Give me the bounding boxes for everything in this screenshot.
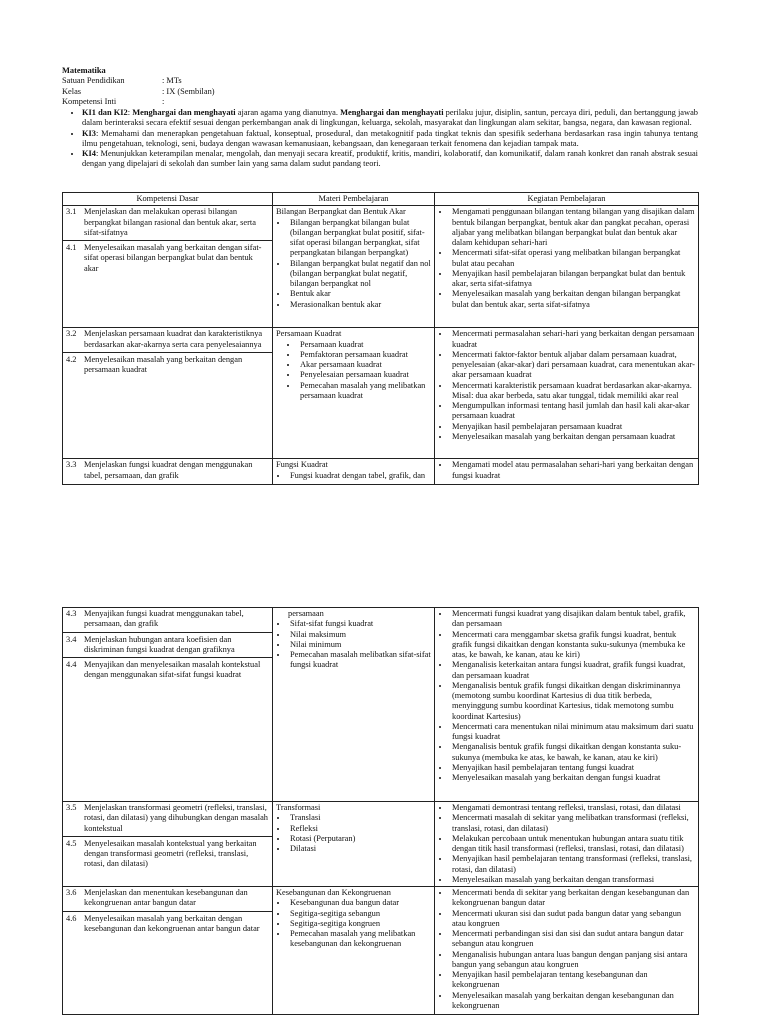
subject-title: Matematika bbox=[62, 66, 106, 75]
materi-cell bbox=[273, 328, 435, 459]
ki-text: ajaran agama yang dianutnya. bbox=[235, 108, 341, 117]
meta-value: : MTs bbox=[162, 76, 182, 86]
kegiatan-list bbox=[438, 460, 695, 481]
table-row bbox=[63, 459, 699, 485]
kegiatan-list bbox=[438, 329, 695, 442]
kegiatan-cell bbox=[435, 328, 699, 459]
materi-item: • Bilangan berpangkat bulat negatif dan nol (bilangan berpangkat bulat negatif, bilangan berpangkat nol bbox=[288, 259, 431, 290]
table-row bbox=[63, 802, 699, 887]
kd-item bbox=[66, 207, 269, 238]
materi-cell bbox=[273, 459, 435, 485]
materi-list bbox=[276, 813, 431, 854]
kd-text: Menyajikan dan menyelesaikan masalah kontekstual dengan menggunakan sifat-sifat fungsi kuadrat bbox=[84, 660, 261, 680]
kegiatan-item: • Menyelesaikan masalah yang berkaitan dengan bilangan berpangkat bulat dan bentuk akar, serta sifat-sifatnya bbox=[450, 289, 695, 310]
kegiatan-item: • Melakukan percobaan untuk menentukan hubungan antara suatu titik dengan titik hasil transformasi (refleksi, translasi, rotasi, dan dilatasi) bbox=[450, 834, 695, 855]
ki-text: Menunjukkan keterampilan menalar, mengolah, dan menyaji secara kreatif, produktif, kritis, mandiri, kolaboratif, dan komunikatif, dalam ranah konkret dan ranah abstrak sesuai dengan yang dipelajari di sekolah dan sumber lain yang sama dalam sudut pandang teori. bbox=[82, 149, 699, 169]
kd-number: 3.2 bbox=[66, 329, 77, 339]
meta-label: Satuan Pendidikan bbox=[62, 76, 125, 86]
materi-item: • Translasi bbox=[288, 813, 431, 823]
syllabus-table-page1 bbox=[62, 192, 699, 485]
kd-number: 3.6 bbox=[66, 888, 77, 897]
materi-item: • Merasionalkan bentuk akar bbox=[288, 300, 431, 310]
kd-item bbox=[66, 609, 269, 630]
kd-number: 4.5 bbox=[66, 838, 77, 848]
kompetensi-inti-list bbox=[62, 108, 698, 170]
kd-item bbox=[63, 352, 272, 376]
materi-item: • Akar persamaan kuadrat bbox=[298, 360, 431, 370]
kegiatan-list bbox=[438, 207, 695, 310]
ki-item bbox=[82, 129, 698, 150]
materi-cell bbox=[273, 802, 435, 887]
kompetensi-dasar-cell bbox=[63, 459, 273, 485]
kegiatan-list bbox=[438, 888, 695, 1011]
kegiatan-item: • Menyajikan hasil pembelajaran bilangan berpangkat bulat dan bentuk akar, serta sifat-sifatnya bbox=[450, 269, 695, 290]
kegiatan-cell bbox=[435, 459, 699, 485]
kegiatan-item: • Mencermati perbandingan sisi dan sisi dan sudut antara bangun datar sebangun atau kongruen bbox=[450, 929, 695, 950]
ki-lead: KI1 dan KI2 bbox=[82, 108, 128, 117]
kd-text: Menjelaskan dan melakukan operasi bilangan berpangkat bilangan rasional dan bentuk akar, serta sifat-sifatnya bbox=[84, 207, 256, 237]
kegiatan-item: • Mencermati faktor-faktor bentuk aljabar dalam persamaan kuadrat, penyelesaian (akar-akar) dari persamaan kuadrat, cara menentukan akar-akar persamaan kuadrat bbox=[450, 350, 695, 381]
ki-item bbox=[82, 108, 698, 129]
kegiatan-item: • Mencermati permasalahan sehari-hari yang berkaitan dengan persamaan kuadrat bbox=[450, 329, 695, 350]
ki-lead: KI3 bbox=[82, 128, 96, 138]
kegiatan-list bbox=[438, 609, 695, 783]
kd-number: 4.4 bbox=[66, 660, 77, 669]
materi-title: Kesebangunan dan Kekongruenan bbox=[276, 888, 391, 897]
kegiatan-item: • Menyelesaikan masalah yang berkaitan dengan transformasi bbox=[450, 875, 695, 885]
materi-title: Fungsi Kuadrat bbox=[276, 460, 328, 470]
materi-item: • Persamaan kuadrat bbox=[298, 340, 431, 350]
materi-item: • Dilatasi bbox=[288, 844, 431, 854]
kegiatan-item: • Mengumpulkan informasi tentang hasil jumlah dan hasil kali akar-akar persamaan kuadrat bbox=[450, 401, 695, 422]
kegiatan-item: • Mencermati masalah di sekitar yang melibatkan transformasi (refleksi, translasi, rotasi, dan dilatasi) bbox=[450, 813, 695, 834]
kd-item bbox=[63, 632, 272, 656]
kegiatan-item: • Mencermati fungsi kuadrat yang disajikan dalam bentuk tabel, grafik, dan persamaan bbox=[450, 609, 695, 630]
materi-list bbox=[276, 471, 431, 481]
column-header: Kegiatan Pembelajaran bbox=[435, 193, 699, 206]
kd-number: 3.3 bbox=[66, 460, 77, 470]
kd-number: 4.2 bbox=[66, 354, 77, 364]
kd-text: Menyajikan fungsi kuadrat menggunakan tabel, persamaan, dan grafik bbox=[84, 609, 244, 629]
materi-item: • Rotasi (Perputaran) bbox=[288, 834, 431, 844]
kegiatan-item: • Mencermati benda di sekitar yang berkaitan dengan kesebangunan dan kekongruenan bangun datar bbox=[450, 888, 695, 909]
ki-sep: : bbox=[127, 108, 133, 117]
materi-cell bbox=[273, 206, 435, 328]
meta-value: : bbox=[162, 96, 165, 106]
kompetensi-dasar-cell bbox=[63, 802, 273, 887]
ki-item bbox=[82, 149, 698, 170]
materi-item: • Segitiga-segitiga sebangun bbox=[288, 909, 431, 919]
table-row bbox=[63, 887, 699, 1015]
kd-item bbox=[63, 911, 272, 935]
kegiatan-item: • Menyelesaikan masalah yang berkaitan dengan persamaan kuadrat bbox=[450, 432, 695, 442]
kegiatan-item: • Menganalisis bentuk grafik fungsi dikaitkan dengan konstanta suku-sukunya (membuka ke atas, ke bawah, ke kanan, atau ke kiri) bbox=[450, 742, 695, 763]
ki-bold: Menghargai dan menghayati bbox=[132, 108, 236, 117]
kd-text: Menyelesaikan masalah yang berkaitan dengan sifat-sifat operasi bilangan berpangkat bulat dan bentuk akar bbox=[84, 243, 262, 273]
materi-item: • Nilai minimum bbox=[288, 640, 431, 650]
materi-title: Bilangan Berpangkat dan Bentuk Akar bbox=[276, 207, 406, 217]
document-header bbox=[62, 66, 698, 170]
materi-cell bbox=[273, 608, 435, 802]
kegiatan-item: • Menyelesaikan masalah yang berkaitan dengan fungsi kuadrat bbox=[450, 773, 695, 783]
kegiatan-cell bbox=[435, 802, 699, 887]
kegiatan-item: • Mencermati sifat-sifat operasi yang melibatkan bilangan berpangkat bulat atau pecahan bbox=[450, 248, 695, 269]
kd-item bbox=[66, 888, 269, 909]
kd-text: Menjelaskan persamaan kuadrat dan karakteristiknya berdasarkan akar-akarnya serta cara penyelesaiannya bbox=[84, 329, 263, 349]
table-header-row bbox=[63, 193, 699, 206]
table-row bbox=[63, 206, 699, 328]
materi-item: • Pemecahan masalah yang melibatkan kesebangunan dan kekongruenan bbox=[288, 929, 431, 950]
materi-title: persamaan bbox=[288, 609, 324, 618]
ki-text: perilaku jujur, disiplin, santun, percaya diri, peduli, dan bertanggung jawab dalam berinteraksi secara efektif sesuai dengan perkembangan anak di lingkungan, keluarga, sekolah, masyarakat dan lingkungan alam sekitar, bangsa, negara, dan kawasan regional. bbox=[82, 108, 698, 128]
kd-number: 4.6 bbox=[66, 913, 77, 923]
ki-sep: : bbox=[95, 149, 101, 158]
materi-title: Transformasi bbox=[276, 803, 321, 812]
materi-cell bbox=[273, 887, 435, 1015]
meta-info bbox=[62, 76, 698, 107]
materi-item: • Bentuk akar bbox=[288, 289, 431, 299]
materi-list bbox=[276, 619, 431, 670]
materi-item: • Fungsi kuadrat dengan tabel, grafik, dan bbox=[288, 471, 431, 481]
materi-item: • Refleksi bbox=[288, 824, 431, 834]
materi-item: • Pemecahan masalah yang melibatkan persamaan kuadrat bbox=[298, 381, 431, 402]
kegiatan-item: • Menyajikan hasil pembelajaran tentang kesebangunan dan kekongruenan bbox=[450, 970, 695, 991]
kd-text: Menyelesaikan masalah yang berkaitan dengan kesebangunan dan kekongruenan antar bangun datar bbox=[84, 913, 260, 933]
ki-sep: : bbox=[95, 128, 102, 138]
materi-item: • Pemfaktoran persamaan kuadrat bbox=[298, 350, 431, 360]
materi-item: • Bilangan berpangkat bilangan bulat (bilangan berpangkat bulat positif, sifat-sifat operasi bilangan berpangkat, sifat perpangkatan bilangan berpangkat) bbox=[288, 218, 431, 259]
kegiatan-item: • Menganalisis keterkaitan antara fungsi kuadrat, grafik fungsi kuadrat, dan persamaan kuadrat bbox=[450, 660, 695, 681]
kd-number: 4.3 bbox=[66, 609, 77, 618]
kd-item bbox=[66, 329, 269, 350]
kegiatan-item: • Menganalisis bentuk grafik fungsi dikaitkan dengan diskriminannya (memotong sumbu koordinat Kartesius di dua titik berbeda, menyinggung sumbu koordinat Kartesius, tidak memotong sumbu koordinat Kartesius) bbox=[450, 681, 695, 722]
meta-label: Kompetensi Inti bbox=[62, 96, 117, 106]
kegiatan-item: • Menyajikan hasil pembelajaran tentang transformasi (refleksi, translasi, rotasi, dan dilatasi) bbox=[450, 854, 695, 875]
kd-text: Menyelesaikan masalah yang berkaitan dengan persamaan kuadrat bbox=[84, 354, 243, 374]
materi-item: • Nilai maksimum bbox=[288, 630, 431, 640]
kegiatan-item: • Mengamati model atau permasalahan sehari-hari yang berkaitan dengan fungsi kuadrat bbox=[450, 460, 695, 481]
kegiatan-cell bbox=[435, 206, 699, 328]
materi-item: • Sifat-sifat fungsi kuadrat bbox=[288, 619, 431, 629]
ki-bold: Menghargai dan menghayati bbox=[340, 108, 444, 117]
kegiatan-cell bbox=[435, 608, 699, 802]
materi-list bbox=[276, 340, 431, 402]
kd-item bbox=[63, 240, 272, 274]
kegiatan-item: • Mencermati cara menentukan nilai minimum atau maksimum dari suatu fungsi kuadrat bbox=[450, 722, 695, 743]
kd-item bbox=[63, 836, 272, 870]
kegiatan-list bbox=[438, 803, 695, 885]
materi-item: • Kesebangunan dua bangun datar bbox=[288, 898, 431, 908]
meta-label: Kelas bbox=[62, 86, 82, 96]
column-header: Kompetensi Dasar bbox=[63, 193, 273, 206]
kegiatan-item: • Menganalisis hubungan antara luas bangun dengan panjang sisi antara bangun yang sebangun atau kongruen bbox=[450, 950, 695, 971]
table-row bbox=[63, 608, 699, 802]
kegiatan-cell bbox=[435, 887, 699, 1015]
ki-lead: KI4 bbox=[82, 149, 96, 158]
materi-title: Persamaan Kuadrat bbox=[276, 329, 342, 339]
materi-list bbox=[276, 218, 431, 310]
meta-value: : IX (Sembilan) bbox=[162, 86, 215, 96]
kd-item bbox=[66, 803, 269, 834]
kegiatan-item: • Menyajikan hasil pembelajaran tentang fungsi kuadrat bbox=[450, 763, 695, 773]
table-row bbox=[63, 328, 699, 459]
kd-text: Menyelesaikan masalah kontekstual yang berkaitan dengan transformasi geometri (refleksi, translasi, rotasi, dan dilatasi) bbox=[84, 838, 257, 869]
kd-number: 3.5 bbox=[66, 803, 77, 812]
kd-number: 3.1 bbox=[66, 207, 77, 217]
kegiatan-item: • Mengamati penggunaan bilangan tentang bilangan yang disajikan dalam bentuk bilangan berpangkat, bentuk akar dan pangkat pecahan, operasi aljabar yang melibatkan bilangan berpangkat bulat dan bentuk akar dalam kehidupan sehari-hari bbox=[450, 207, 695, 248]
kd-text: Menjelaskan hubungan antara koefisien dan diskriminan fungsi kuadrat dengan grafiknya bbox=[84, 634, 235, 654]
kegiatan-item: • Menyajikan hasil pembelajaran persamaan kuadrat bbox=[450, 422, 695, 432]
kd-text: Menjelaskan transformasi geometri (refleksi, translasi, rotasi, dan dilatasi) yang dihubungkan dengan masalah kontekstual bbox=[84, 803, 268, 833]
materi-list bbox=[276, 898, 431, 949]
kompetensi-dasar-cell bbox=[63, 328, 273, 459]
materi-item: • Pemecahan masalah melibatkan sifat-sifat fungsi kuadrat bbox=[288, 650, 431, 671]
kegiatan-item: • Mengamati demontrasi tentang refleksi, translasi, rotasi, dan dilatasi bbox=[450, 803, 695, 813]
kd-number: 4.1 bbox=[66, 243, 77, 252]
kegiatan-item: • Mencermati ukuran sisi dan sudut pada bangun datar yang sebangun atau kongruen bbox=[450, 909, 695, 930]
kd-item bbox=[66, 460, 269, 481]
kd-item bbox=[63, 657, 272, 681]
kd-text: Menjelaskan dan menentukan kesebangunan dan kekongruenan antar bangun datar bbox=[84, 888, 248, 908]
kegiatan-item: • Mencermati karakteristik persamaan kuadrat berdasarkan akar-akarnya. Misal: dua akar berbeda, satu akar tunggal, tidak memiliki akar real bbox=[450, 381, 695, 402]
syllabus-table-page2 bbox=[62, 607, 699, 1015]
kompetensi-dasar-cell bbox=[63, 608, 273, 802]
ki-text: Memahami dan menerapkan pengetahuan faktual, konseptual, prosedural, dan metakognitif pada tingkat teknis dan spesifik sederhana berdasarkan rasa ingin tahunya tentang ilmu pengetahuan, teknologi, seni, budaya dengan wawasan kemanusiaan, kebangsaan, dan kenegaraan terkait fenomena dan kejadian tampak mata. bbox=[82, 128, 698, 148]
column-header: Materi Pembelajaran bbox=[273, 193, 435, 206]
kegiatan-item: • Mencermati cara menggambar sketsa grafik fungsi kuadrat, bentuk grafik fungsi dikaitkan dengan konstanta suku-sukunya (membuka ke atas, ke bawah, ke kanan, atau ke kiri) bbox=[450, 630, 695, 661]
kegiatan-item: • Menyelesaikan masalah yang berkaitan dengan kesebangunan dan kekongruenan bbox=[450, 991, 695, 1012]
materi-item: • Penyelesaian persamaan kuadrat bbox=[298, 370, 431, 380]
kd-number: 3.4 bbox=[66, 634, 77, 644]
kompetensi-dasar-cell bbox=[63, 206, 273, 328]
kd-text: Menjelaskan fungsi kuadrat dengan menggunakan tabel, persamaan, dan grafik bbox=[84, 460, 253, 480]
kompetensi-dasar-cell bbox=[63, 887, 273, 1015]
materi-item: • Segitiga-segitiga kongruen bbox=[288, 919, 431, 929]
